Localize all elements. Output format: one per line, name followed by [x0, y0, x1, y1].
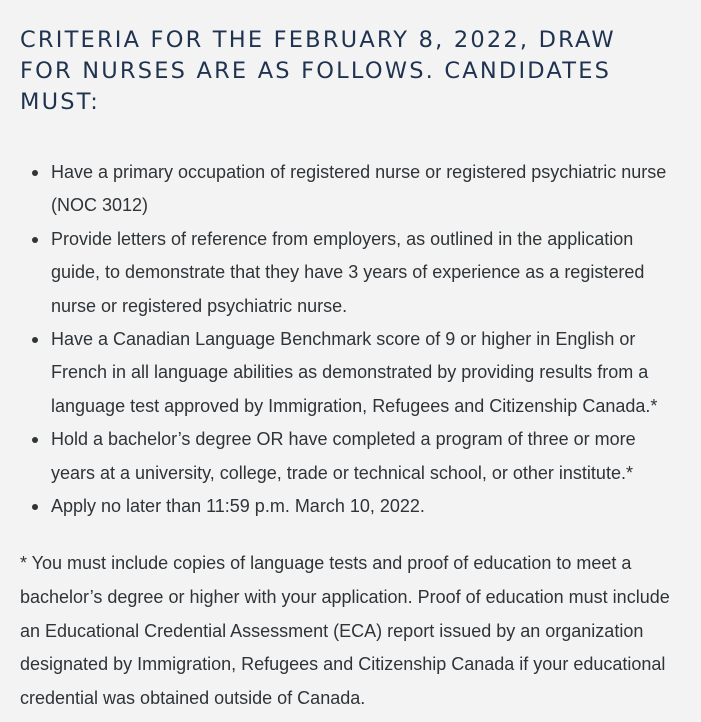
page-title: CRITERIA FOR THE FEBRUARY 8, 2022, DRAW FOR NURSES ARE AS FOLLOWS. CANDIDATES MUST: [20, 27, 616, 115]
list-item-text: Have a primary occupation of registered nurse or registered psychiatric nurse (NOC 3012) [51, 162, 667, 216]
bullet-icon [32, 237, 38, 243]
list-item [20, 323, 679, 423]
list-item-text: Provide letters of reference from employers, as outlined in the application guide, to demonstrate that they have 3 years of experience as a registered nurse or registered psychiatric nurse. [51, 228, 645, 316]
criteria-list [20, 156, 681, 523]
list-item [20, 423, 679, 490]
footnote: * You must include copies of language tests and proof of education to meet a bachelor’s degree or higher with your application. Proof of education must include an Educational Credential Assessment (ECA) report issued by an organization designated by Immigration, Refugees and Citizenship Canada if your educational credential was obtained outside of Canada. [20, 553, 670, 708]
bullet-icon [32, 337, 38, 343]
bullet-icon [32, 504, 38, 510]
list-item-text: Apply no later than 11:59 p.m. March 10, 2022. [51, 496, 425, 517]
bullet-icon [32, 437, 38, 443]
list-item [20, 223, 679, 323]
list-item-text: Hold a bachelor’s degree OR have completed a program of three or more years at a university, college, trade or technical school, or other institute.* [51, 429, 636, 483]
list-item-text: Have a Canadian Language Benchmark score of 9 or higher in English or French in all language abilities as demonstrated by providing results from a language test approved by Immigration, Refugees and Citizenship Canada.* [51, 329, 658, 416]
list-item [20, 490, 679, 523]
bullet-icon [32, 170, 38, 176]
list-item [20, 156, 679, 223]
